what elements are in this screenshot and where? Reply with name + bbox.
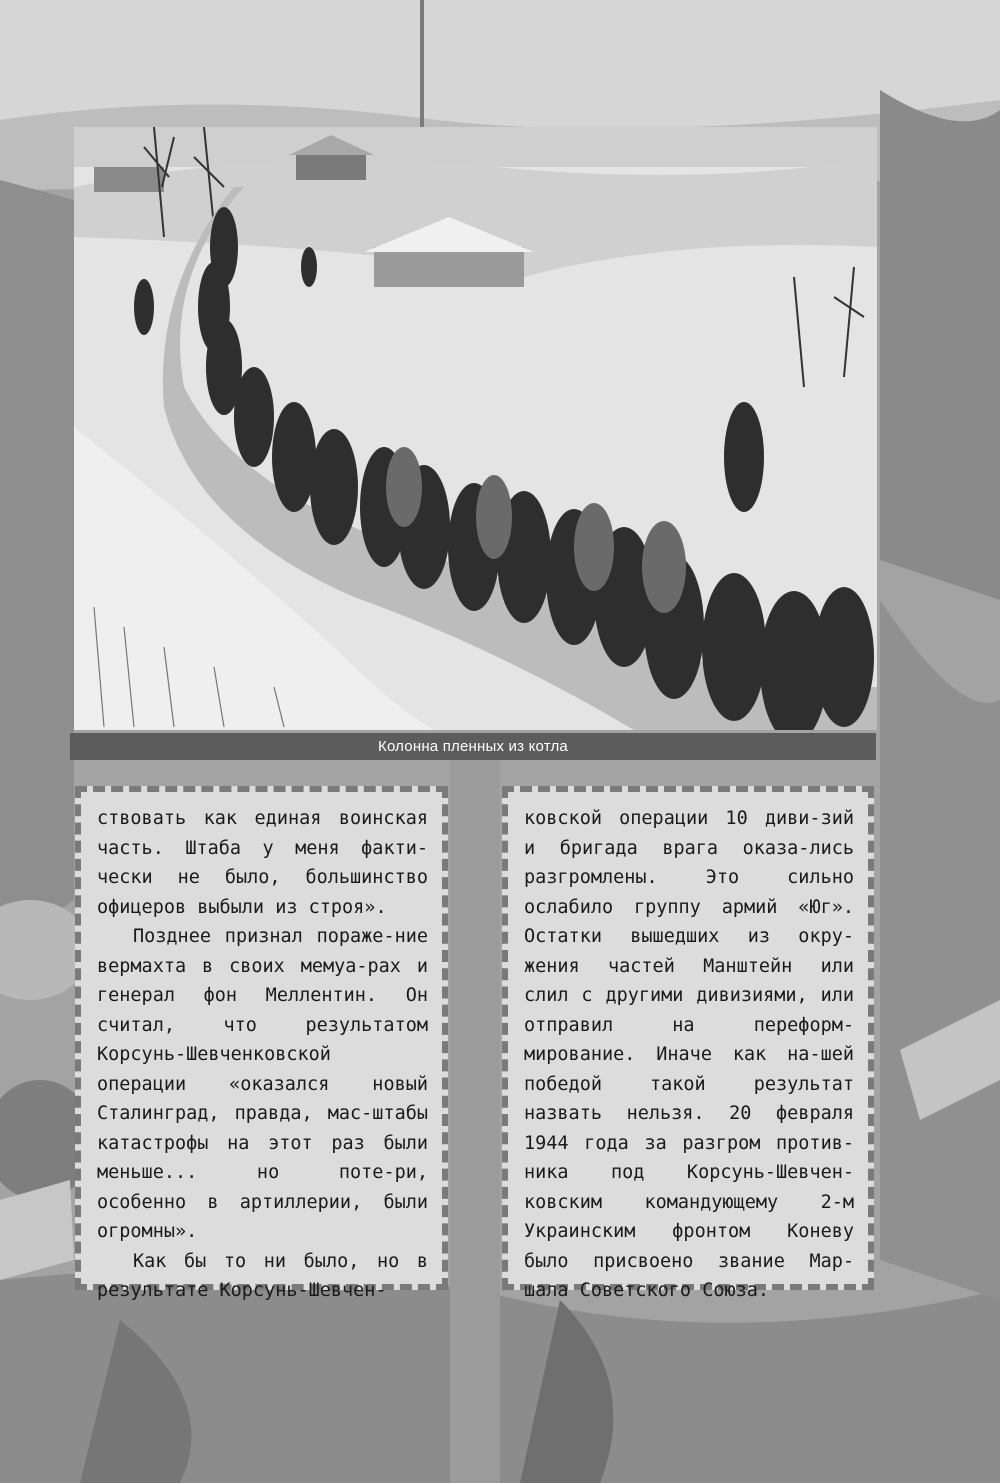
paragraph: Позднее признал пораже-ние вермахта в своих мемуа-рах и генерал фон Меллентин. Он считал, что результатом Корсунь-Шевченковской операции «оказался новый Сталинград, правда, мас-штабы катастрофы на этот раз были меньше... но потe-ри, особенно в артиллерии, были огромны». (97, 926, 428, 1242)
photo-caption: Колонна пленных из котла (70, 733, 876, 760)
paragraph: ковской операции 10 диви-зий и бригада врага оказа-лись разгромлены. Это сильно ослабило группу армий «Юг». Остатки вышедших из окру-жения частей Манштейн или слил с другими дивизиями, или отправил на переформ-мирование. Иначе как на-шей победой такой результат назвать нельзя. 20 февраля 1944 года за разгром против-ника под Корсунь-Шевчен-ковским командующему 2-м Украинским фронтом Коневу было присвоено звание Мар-шала Советского Союза. (524, 808, 854, 1301)
main-photo (74, 127, 877, 730)
text-column-left (75, 786, 448, 1301)
paragraph: ствовать как единая воинская часть. Штаба у меня факти-чески не было, большинство офицеров выбыли из строя». (97, 808, 428, 918)
paragraph: Как бы то ни было, но в результате Корсунь-Шевчен- (97, 1250, 428, 1301)
text-column-right (502, 786, 874, 1301)
